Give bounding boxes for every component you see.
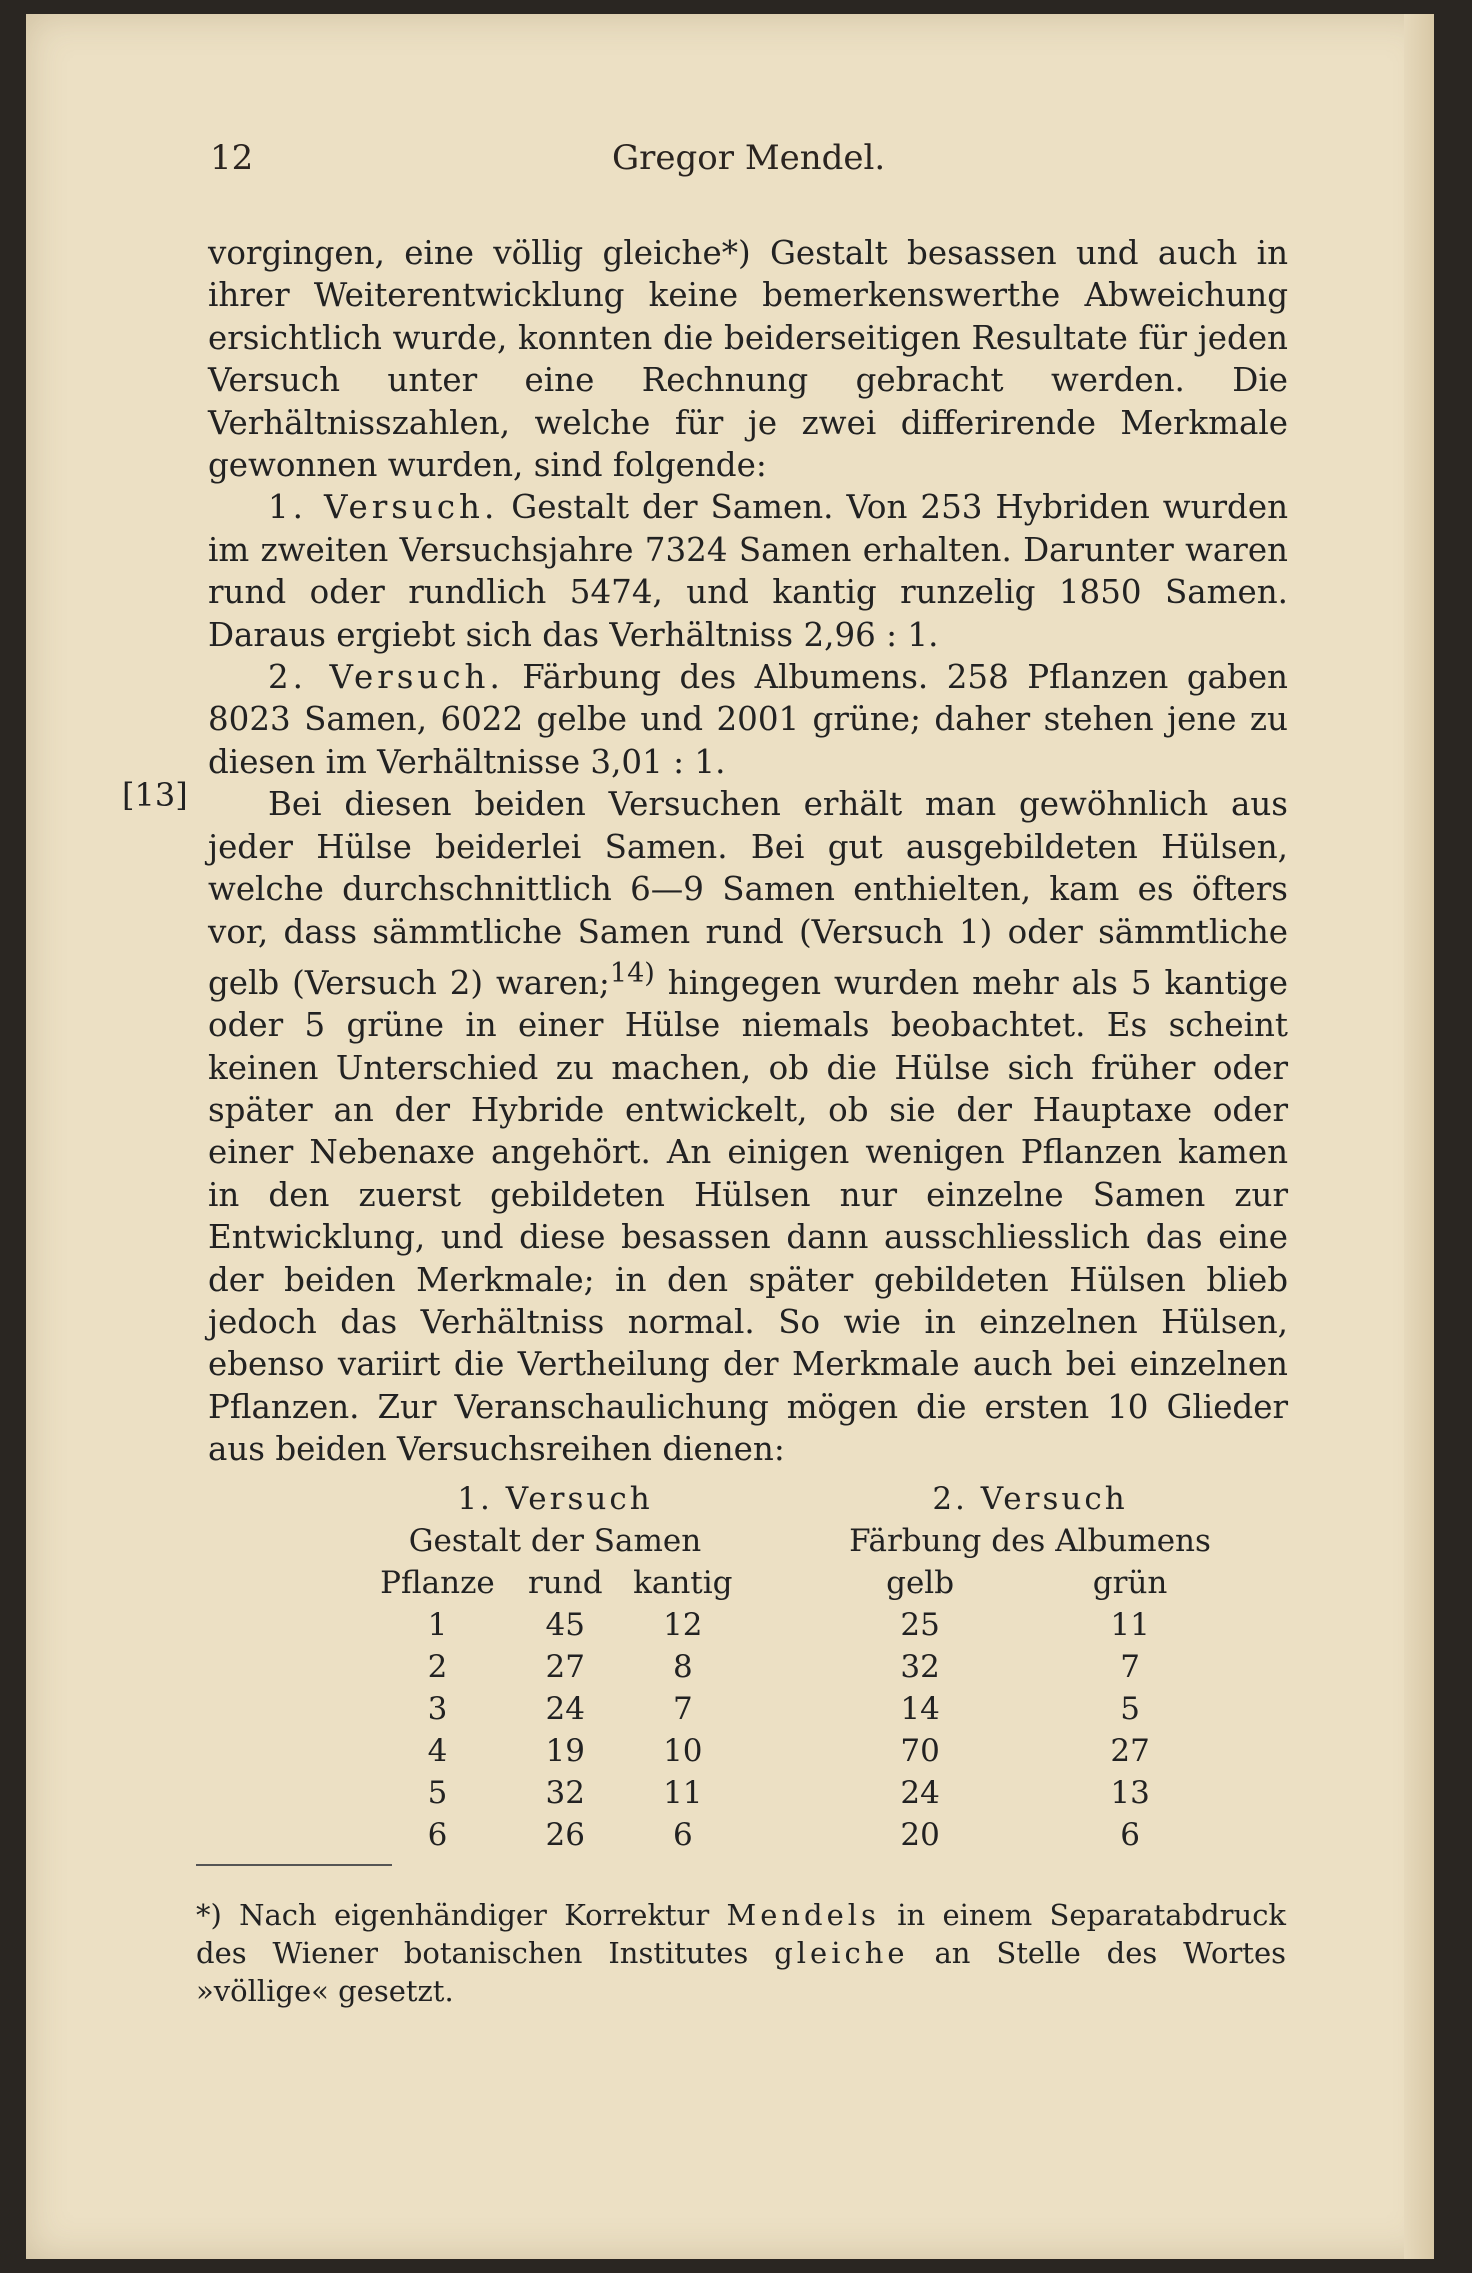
table-row xyxy=(360,1772,750,1814)
paragraph-1: vorgingen, eine völlig gleiche*) Gestalt besassen und auch in ihrer Weiterentwicklung keine bemerkenswerthe Abweichung ersichtlich wurde, konnten die beiderseitigen Resultate für jeden Versuch unter eine Rechnung gebracht werden. Die Verhältnisszahlen, welche für je zwei differirende Merkmale gewonnen wurden, sind folgende: xyxy=(208,234,1288,485)
table-cell: 6 xyxy=(427,1817,448,1853)
table-2-caption: 2. Versuch xyxy=(932,1481,1128,1517)
table-cell: 26 xyxy=(545,1817,585,1853)
margin-reference: [13] xyxy=(122,776,188,814)
footnote-text-b: in einem Separatabdruck des Wiener botanischen Institutes xyxy=(196,1898,1287,1970)
table-cell: 24 xyxy=(900,1775,940,1811)
table-1-header-row xyxy=(360,1562,750,1604)
paragraph-4 xyxy=(208,783,1288,1470)
table-cell: 5 xyxy=(427,1775,448,1811)
table-cell: 70 xyxy=(900,1733,940,1769)
table-cell: 3 xyxy=(427,1691,448,1727)
experiment-2-label: 2. Versuch. xyxy=(268,658,504,697)
table-row xyxy=(820,1772,1240,1814)
table-cell: 2 xyxy=(427,1649,448,1685)
table-1-header: rund xyxy=(527,1565,603,1601)
table-versuch-1 xyxy=(360,1478,750,1856)
table-row xyxy=(360,1604,750,1646)
table-1-header: Pflanze xyxy=(380,1565,495,1601)
body-text xyxy=(208,232,1288,1471)
experiment-1-text: Gestalt der Samen. Von 253 Hybriden wurden im zweiten Versuchsjahre 7324 Samen erhalten. Darunter waren rund oder rundlich 5474, und kantig runzelig 1850 Samen. Daraus ergiebt sich das Verhältniss 2,96 : 1. xyxy=(208,488,1289,654)
table-cell: 11 xyxy=(1110,1607,1150,1643)
page-header xyxy=(210,138,1290,188)
footnote-text-c: an Stelle des Wortes »völlige« gesetzt. xyxy=(196,1936,1287,2008)
table-2-header-row xyxy=(820,1562,1240,1604)
experiment-2-text: Färbung des Albumens. 258 Pflanzen gaben 8023 Samen, 6022 gelbe und 2001 grüne; daher stehen jene zu diesen im Verhältnisse 3,01 : 1. xyxy=(208,658,1288,781)
running-title: Gregor Mendel. xyxy=(612,138,886,178)
table-cell: 1 xyxy=(427,1607,448,1643)
table-cell: 13 xyxy=(1110,1775,1150,1811)
table-cell: 7 xyxy=(1120,1649,1140,1685)
paragraph-3 xyxy=(208,656,1288,783)
table-cell: 4 xyxy=(427,1733,448,1769)
table-row xyxy=(360,1814,750,1856)
table-row xyxy=(820,1604,1240,1646)
table-cell: 27 xyxy=(545,1649,585,1685)
table-row xyxy=(360,1730,750,1772)
page-spine-edge xyxy=(1404,14,1434,2259)
table-row xyxy=(820,1730,1240,1772)
footnote xyxy=(196,1896,1286,2010)
endnote-marker-14: 14) xyxy=(609,957,655,989)
paragraph-2 xyxy=(208,486,1288,656)
table-cell: 45 xyxy=(545,1607,585,1643)
table-cell: 32 xyxy=(900,1649,940,1685)
table-1-caption: 1. Versuch xyxy=(457,1481,653,1517)
footnote-divider xyxy=(196,1864,392,1866)
table-row xyxy=(360,1646,750,1688)
footnote-name: Mendels xyxy=(726,1898,880,1932)
table-cell: 25 xyxy=(900,1607,940,1643)
table-cell: 6 xyxy=(672,1817,693,1853)
footnote-word: gleiche xyxy=(774,1936,909,1970)
table-cell: 27 xyxy=(1110,1733,1150,1769)
table-cell: 20 xyxy=(900,1817,940,1853)
table-cell: 6 xyxy=(1120,1817,1140,1853)
experiment-1-label: 1. Versuch. xyxy=(268,488,499,527)
table-row xyxy=(820,1688,1240,1730)
page-number: 12 xyxy=(210,138,254,178)
table-cell: 32 xyxy=(545,1775,585,1811)
table-cell: 5 xyxy=(1120,1691,1140,1727)
table-cell: 8 xyxy=(672,1649,693,1685)
table-cell: 12 xyxy=(663,1607,703,1643)
paragraph-4-part-b: hingegen wurden mehr als 5 kantige oder 5 grüne in einer Hülse niemals beobachtet. Es scheint keinen Unterschied zu machen, ob die Hülse sich früher oder später an der Hybride entwickelt, ob sie der Hauptaxe oder einer Nebenaxe angehört. An einigen wenigen Pflanzen kamen in den zuerst gebildeten Hülsen nur einzelne Samen zur Entwicklung, und diese besassen dann ausschliesslich das eine der beiden Merkmale; in den später gebildeten Hülsen blieb jedoch das Verhältniss normal. So wie in einzelnen Hülsen, ebenso variirt die Vertheilung der Merkmale auch bei einzelnen Pflanzen. Zur Veranschaulichung mögen die ersten 10 Glieder aus beiden Versuchsreihen dienen: xyxy=(208,963,1288,1469)
table-cell: 11 xyxy=(663,1775,703,1811)
table-2-subcaption: Färbung des Albumens xyxy=(849,1523,1211,1559)
table-cell: 19 xyxy=(545,1733,585,1769)
paragraph-4-part-a: Bei diesen beiden Versuchen erhält man gewöhnlich aus jeder Hülse beiderlei Samen. Bei gut ausgebildeten Hülsen, welche durchschnittlich 6—9 Samen enthielten, kam es öfters vor, dass sämmtliche Samen rund (Versuch 1) oder sämmtliche gelb (Versuch 2) waren; xyxy=(208,785,1288,1002)
table-2-header: grün xyxy=(1092,1565,1168,1601)
table-cell: 14 xyxy=(900,1691,940,1727)
table-2-header: gelb xyxy=(886,1565,955,1601)
table-row xyxy=(360,1688,750,1730)
table-1-header: kantig xyxy=(633,1565,733,1601)
table-cell: 7 xyxy=(672,1691,693,1727)
footnote-marker: *) xyxy=(196,1898,222,1932)
footnote-text-a: Nach eigenhändiger Korrektur xyxy=(221,1898,727,1932)
table-row xyxy=(820,1814,1240,1856)
table-versuch-2 xyxy=(820,1478,1240,1856)
table-row xyxy=(820,1646,1240,1688)
table-cell: 24 xyxy=(545,1691,585,1727)
table-1-subcaption: Gestalt der Samen xyxy=(408,1523,702,1559)
table-cell: 10 xyxy=(663,1733,703,1769)
